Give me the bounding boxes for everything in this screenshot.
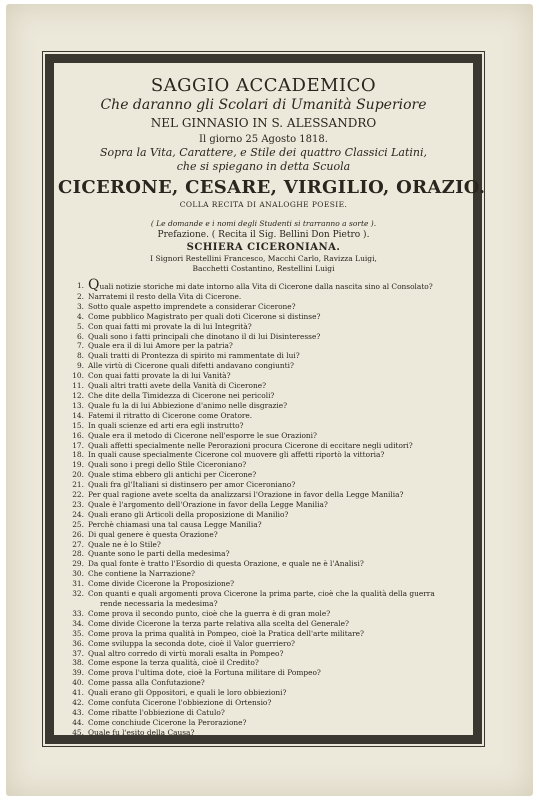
question-item: 34. Come divide Cicerone la terza parte relativa alla scelta del Generale?	[72, 618, 350, 628]
question-item: 5. Con quai fatti mi provate la di lui Integrità?	[76, 321, 252, 331]
question-item: 7. Quale era il di lui Amore per la patria?	[76, 341, 233, 351]
question-item: 2. Narratemi il resto della Vita di Cicerone.	[76, 291, 242, 301]
students-line-2: Bacchetti Costantino, Restellini Luigi	[192, 264, 335, 273]
authors-heading: CICERONE, CESARE, VIRGILIO, ORAZIO.	[58, 177, 486, 198]
schiera-heading: SCHIERA CICERONIANA.	[186, 242, 341, 253]
question-item: 41. Quali erano gli Oppositori, e quali le loro obbiezioni?	[72, 688, 287, 698]
prefazione-line: Prefazione. ( Recita il Sig. Bellini Don Pietro ).	[157, 230, 370, 240]
question-item: 3. Sotto quale aspetto imprendete a considerar Cicerone?	[76, 301, 296, 311]
question-item: 40. Come passa alla Confutazione?	[72, 678, 205, 688]
recita-line: COLLA RECITA DI ANALOGHE POESIE.	[179, 200, 348, 209]
document-subtitle: Che daranno gli Scolari di Umanità Superiore	[100, 97, 427, 113]
question-item: 29. Da qual fonte è tratto l'Esordio di questa Orazione, e quale ne è l'Analisi?	[72, 559, 364, 569]
date-line: Il giorno 25 Agosto 1818.	[199, 134, 328, 145]
document-body	[58, 66, 486, 737]
question-item: 39. Come prova l'ultima dote, cioè la Fortuna militare di Pompeo?	[72, 668, 321, 678]
question-item: 37. Qual altro corredo di virtù morali esalta in Pompeo?	[72, 648, 284, 658]
question-item: 18. In quali cause specialmente Cicerone col muovere gli affetti riportò la vittoria?	[72, 450, 385, 460]
venue-line: NEL GINNASIO IN S. ALESSANDRO	[150, 116, 377, 130]
question-item: 23. Quale è l'argomento dell'Orazione in favor della Legge Manilia?	[72, 499, 328, 509]
question-item: 26. Di qual genere è questa Orazione?	[72, 529, 218, 539]
question-item: 30. Che contiene la Narrazione?	[72, 569, 195, 579]
question-item: 21. Quali fra gl'Italiani si distinsero per amor Ciceroniano?	[72, 480, 296, 490]
question-item: 10. Con quai fatti provate la di lui Vanità?	[72, 371, 231, 381]
question-item: 6. Quali sono i fatti principali che dinotano il di lui Disinteresse?	[76, 331, 321, 341]
question-item: 19. Quali sono i pregi dello Stile Ciceroniano?	[72, 460, 247, 470]
question-item: 28. Quante sono le parti della medesima?	[72, 549, 230, 559]
question-item: 11. Quali altri tratti avete della Vanità di Cicerone?	[72, 381, 267, 391]
question-item: 32. Con quanti e quali argomenti prova Cicerone la prima parte, cioè che la qualità della guerra	[72, 589, 435, 599]
question-item: 12. Che dite della Timidezza di Cicerone nei pericoli?	[72, 390, 275, 400]
question-item: 15. In quali scienze ed arti era egli instrutto?	[72, 420, 244, 430]
question-item-continuation: rende necessaria la medesima?	[100, 599, 218, 608]
question-item: 24. Quali erano gli Articoli della proposizione di Manilio?	[72, 509, 289, 519]
topic-line-1: Sopra la Vita, Carattere, e Stile dei quattro Classici Latini,	[99, 146, 428, 159]
lottery-note: ( Le domande e i nomi degli Studenti si trarranno a sorte ).	[150, 219, 377, 228]
question-item: 14. Fatemi il ritratto di Cicerone come Oratore.	[72, 410, 253, 420]
question-item: 22. Per qual ragione avete scelta da analizzarsi l'Orazione in favor della Legge Manilia?	[72, 490, 404, 500]
question-item: 8. Quali tratti di Prontezza di spirito mi rammentate di lui?	[76, 351, 300, 361]
question-item: 42. Come confuta Cicerone l'obbiezione di Ortensio?	[72, 698, 272, 708]
topic-line-2: che si spiegano in detta Scuola	[176, 160, 351, 173]
question-item: 4. Come pubblico Magistrato per quali doti Cicerone si distinse?	[76, 311, 321, 321]
question-item: 16. Quale era il metodo di Cicerone nell'esporre le sue Orazioni?	[72, 430, 318, 440]
question-item: 44. Come conchiude Cicerone la Perorazione?	[72, 717, 247, 727]
students-line-1: I Signori Restellini Francesco, Macchi Carlo, Ravizza Luigi,	[150, 254, 377, 263]
question-item: 38. Come espone la terza qualità, cioè il Credito?	[72, 658, 259, 668]
question-item: 36. Come sviluppa la seconda dote, cioè il Valor guerriero?	[72, 638, 295, 648]
question-item: 1. Quali notizie storiche mi date intorno alla Vita di Cicerone dalla nascita sino al Consolato?	[76, 277, 433, 293]
question-item: 27. Quale ne è lo Stile?	[72, 539, 161, 549]
question-item: 9. Alle virtù di Cicerone quali difetti andavano congiunti?	[76, 361, 294, 371]
question-item: 35. Come prova la prima qualità in Pompeo, cioè la Pratica dell'arte militare?	[72, 628, 364, 638]
question-item: 13. Quale fu la di lui Abbiezione d'animo nelle disgrazie?	[72, 400, 288, 410]
question-item: 43. Come ribatte l'obbiezione di Catulo?	[72, 707, 225, 717]
question-item: 20. Quale stima ebbero gli antichi per Cicerone?	[72, 470, 257, 480]
question-item: 17. Quali affetti specialmente nelle Perorazioni procura Cicerone di eccitare negli uditori?	[72, 440, 413, 450]
document-title: SAGGIO ACCADEMICO	[150, 75, 377, 96]
question-item: 31. Come divide Cicerone la Proposizione?	[72, 579, 235, 589]
question-item: 25. Perchè chiamasi una tal causa Legge Manilia?	[72, 519, 262, 529]
question-list	[58, 277, 469, 738]
question-item: 33. Come prova il secondo punto, cioè che la guerra è di gran mole?	[72, 608, 331, 618]
question-item: 45. Quale fu l'esito della Causa?	[72, 727, 195, 737]
